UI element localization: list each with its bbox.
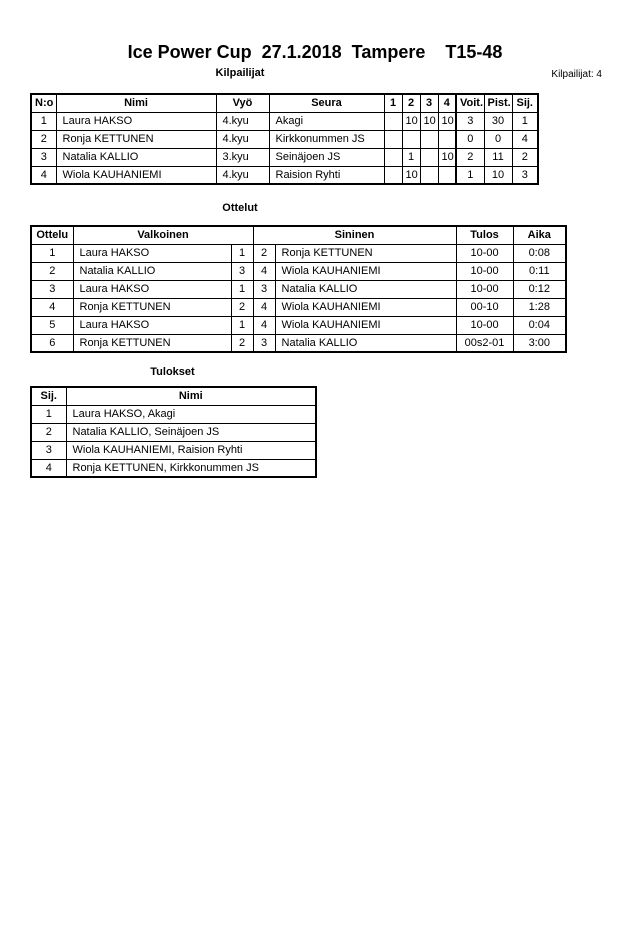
tulokset-table — [30, 386, 317, 478]
cell-valkoinen: Ronja KETTUNEN — [73, 334, 231, 352]
cell-ottelu: 5 — [31, 316, 73, 334]
cell-seura: Akagi — [269, 112, 384, 130]
col-header-1: 1 — [384, 94, 402, 112]
cell-no: 1 — [31, 112, 56, 130]
col-header-3: 3 — [420, 94, 438, 112]
cell-ottelu: 4 — [31, 298, 73, 316]
cell-no: 2 — [31, 130, 56, 148]
cell-ottelu: 2 — [31, 262, 73, 280]
cell-match-1 — [384, 148, 402, 166]
cell-nimi: Wiola KAUHANIEMI, Raision Ryhti — [66, 441, 316, 459]
cell-vyo: 4.kyu — [216, 166, 269, 184]
col-header-ottelu: Ottelu — [31, 226, 73, 244]
ottelut-table — [30, 225, 567, 353]
cell-tulos: 10-00 — [456, 262, 513, 280]
col-header-sij: Sij. — [512, 94, 538, 112]
cell-match-4: 10 — [438, 148, 456, 166]
col-header-valkoinen: Valkoinen — [73, 226, 253, 244]
cell-match-3: 10 — [420, 112, 438, 130]
tulokset-header-row — [31, 387, 316, 405]
ottelut-heading: Ottelut — [222, 202, 258, 214]
cell-nimi: Natalia KALLIO — [56, 148, 216, 166]
cell-tulos: 00s2-01 — [456, 334, 513, 352]
cell-match-2: 10 — [402, 112, 420, 130]
cell-valkoinen: Laura HAKSO — [73, 316, 231, 334]
cell-tulos: 10-00 — [456, 244, 513, 262]
cell-valkoinen-nro: 2 — [231, 334, 253, 352]
cell-valkoinen-nro: 3 — [231, 262, 253, 280]
cell-valkoinen: Laura HAKSO — [73, 244, 231, 262]
table-row — [31, 423, 316, 441]
col-header-tulos: Tulos — [456, 226, 513, 244]
cell-match-3 — [420, 130, 438, 148]
cell-pist: 11 — [484, 148, 512, 166]
cell-valkoinen-nro: 1 — [231, 280, 253, 298]
table-row — [31, 280, 566, 298]
cell-match-1 — [384, 130, 402, 148]
cell-no: 3 — [31, 148, 56, 166]
table-row — [31, 441, 316, 459]
cell-sininen-nro: 3 — [253, 334, 275, 352]
table-row — [31, 459, 316, 477]
col-header-vyo: Vyö — [216, 94, 269, 112]
cell-tulos: 00-10 — [456, 298, 513, 316]
cell-aika: 0:08 — [513, 244, 566, 262]
subheader-row — [0, 67, 630, 82]
col-header-seura: Seura — [269, 94, 384, 112]
cell-nimi: Ronja KETTUNEN — [56, 130, 216, 148]
cell-ottelu: 1 — [31, 244, 73, 262]
cell-match-4 — [438, 166, 456, 184]
table-row — [31, 334, 566, 352]
cell-valkoinen: Ronja KETTUNEN — [73, 298, 231, 316]
cell-sininen: Natalia KALLIO — [275, 280, 456, 298]
cell-sij: 2 — [31, 423, 66, 441]
col-header-pist: Pist. — [484, 94, 512, 112]
cell-sij: 4 — [512, 130, 538, 148]
cell-sininen-nro: 4 — [253, 316, 275, 334]
cell-aika: 0:12 — [513, 280, 566, 298]
ottelut-header-row — [31, 226, 566, 244]
cell-tulos: 10-00 — [456, 280, 513, 298]
cell-sininen: Wiola KAUHANIEMI — [275, 262, 456, 280]
cell-pist: 30 — [484, 112, 512, 130]
cell-aika: 1:28 — [513, 298, 566, 316]
cell-no: 4 — [31, 166, 56, 184]
cell-voit: 2 — [456, 148, 484, 166]
cell-valkoinen: Natalia KALLIO — [73, 262, 231, 280]
col-header-nimi: Nimi — [56, 94, 216, 112]
cell-sininen: Natalia KALLIO — [275, 334, 456, 352]
cell-vyo: 4.kyu — [216, 112, 269, 130]
cell-sininen-nro: 3 — [253, 280, 275, 298]
cell-ottelu: 6 — [31, 334, 73, 352]
col-header-nimi: Nimi — [66, 387, 316, 405]
cell-tulos: 10-00 — [456, 316, 513, 334]
competitors-count-label: Kilpailijat: 4 — [551, 69, 602, 80]
kilpailijat-table — [30, 93, 539, 185]
cell-ottelu: 3 — [31, 280, 73, 298]
kilpailijat-heading: Kilpailijat — [215, 67, 265, 79]
cell-match-4 — [438, 130, 456, 148]
col-header-2: 2 — [402, 94, 420, 112]
cell-valkoinen: Laura HAKSO — [73, 280, 231, 298]
cell-sininen: Wiola KAUHANIEMI — [275, 298, 456, 316]
cell-nimi: Ronja KETTUNEN, Kirkkonummen JS — [66, 459, 316, 477]
table-row — [31, 130, 538, 148]
cell-match-3 — [420, 148, 438, 166]
cell-aika: 3:00 — [513, 334, 566, 352]
cell-sij: 1 — [512, 112, 538, 130]
kilpailijat-header-row — [31, 94, 538, 112]
cell-match-4: 10 — [438, 112, 456, 130]
col-header-no: N:o — [31, 94, 56, 112]
table-row — [31, 298, 566, 316]
cell-vyo: 4.kyu — [216, 130, 269, 148]
cell-voit: 1 — [456, 166, 484, 184]
cell-match-2: 10 — [402, 166, 420, 184]
cell-sij: 1 — [31, 405, 66, 423]
cell-vyo: 3.kyu — [216, 148, 269, 166]
cell-match-1 — [384, 112, 402, 130]
col-header-sij: Sij. — [31, 387, 66, 405]
cell-sininen: Ronja KETTUNEN — [275, 244, 456, 262]
cell-pist: 0 — [484, 130, 512, 148]
col-header-voit: Voit. — [456, 94, 484, 112]
table-row — [31, 262, 566, 280]
table-row — [31, 148, 538, 166]
cell-sij: 2 — [512, 148, 538, 166]
cell-sij: 4 — [31, 459, 66, 477]
table-row — [31, 112, 538, 130]
cell-sij: 3 — [31, 441, 66, 459]
cell-match-1 — [384, 166, 402, 184]
cell-voit: 0 — [456, 130, 484, 148]
cell-nimi: Wiola KAUHANIEMI — [56, 166, 216, 184]
results-page — [0, 42, 630, 478]
cell-sij: 3 — [512, 166, 538, 184]
col-header-aika: Aika — [513, 226, 566, 244]
table-row — [31, 316, 566, 334]
tulokset-heading: Tulokset — [150, 366, 195, 378]
cell-seura: Kirkkonummen JS — [269, 130, 384, 148]
cell-nimi: Laura HAKSO — [56, 112, 216, 130]
cell-valkoinen-nro: 1 — [231, 316, 253, 334]
cell-voit: 3 — [456, 112, 484, 130]
cell-sininen: Wiola KAUHANIEMI — [275, 316, 456, 334]
table-row — [31, 166, 538, 184]
cell-match-2: 1 — [402, 148, 420, 166]
cell-sininen-nro: 4 — [253, 262, 275, 280]
col-header-sininen: Sininen — [253, 226, 456, 244]
table-row — [31, 405, 316, 423]
cell-aika: 0:11 — [513, 262, 566, 280]
cell-match-3 — [420, 166, 438, 184]
cell-sininen-nro: 2 — [253, 244, 275, 262]
cell-match-2 — [402, 130, 420, 148]
cell-seura: Raision Ryhti — [269, 166, 384, 184]
cell-nimi: Laura HAKSO, Akagi — [66, 405, 316, 423]
cell-seura: Seinäjoen JS — [269, 148, 384, 166]
cell-valkoinen-nro: 1 — [231, 244, 253, 262]
cell-sininen-nro: 4 — [253, 298, 275, 316]
cell-aika: 0:04 — [513, 316, 566, 334]
page-title: Ice Power Cup 27.1.2018 Tampere T15-48 — [127, 42, 503, 62]
cell-valkoinen-nro: 2 — [231, 298, 253, 316]
cell-pist: 10 — [484, 166, 512, 184]
table-row — [31, 244, 566, 262]
cell-nimi: Natalia KALLIO, Seinäjoen JS — [66, 423, 316, 441]
col-header-4: 4 — [438, 94, 456, 112]
